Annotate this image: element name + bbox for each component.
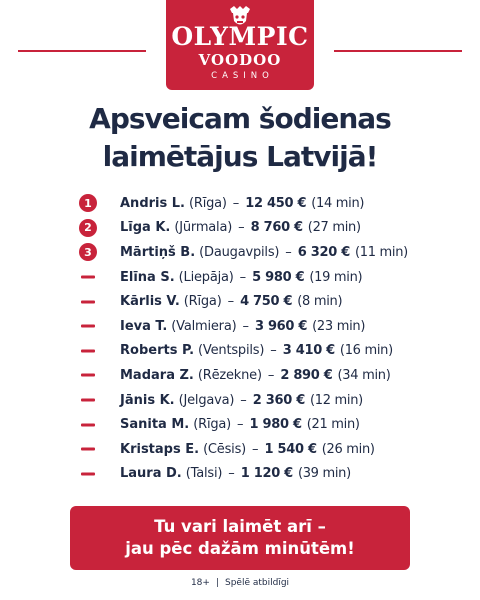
dash-icon [81, 349, 95, 352]
winner-separator: – [270, 343, 277, 359]
rank-marker [79, 219, 97, 237]
brand-logo[interactable] [166, 0, 314, 90]
list-item [78, 412, 458, 437]
winner-text [120, 220, 361, 235]
winner-time: (8 min) [297, 294, 343, 310]
winner-name: Mārtiņš B. [120, 244, 196, 260]
winner-city: (Rīga) [183, 294, 222, 310]
brand-name-olympic: OLYMPIC [171, 22, 309, 51]
winner-separator: – [252, 441, 259, 457]
page-title-line2: laimētājus Latvijā! [102, 140, 378, 173]
list-item [78, 462, 458, 487]
winner-text [120, 442, 375, 457]
winner-separator: – [242, 318, 249, 334]
winner-city: (Jelgava) [178, 392, 235, 408]
winner-city: (Ventspils) [198, 343, 265, 359]
winner-amount: 8 760 € [250, 220, 303, 236]
winner-separator: – [239, 269, 247, 285]
brand-name-casino: CASINO [211, 71, 274, 81]
dash-icon [81, 325, 95, 328]
list-item [78, 216, 458, 241]
footer [0, 578, 480, 588]
winner-amount: 1 980 € [249, 417, 302, 433]
winner-time: (23 min) [312, 318, 366, 334]
winner-time: (21 min) [306, 417, 360, 433]
winner-amount: 3 960 € [254, 318, 308, 334]
winner-time: (11 min) [354, 244, 408, 260]
winner-name: Ieva T. [120, 318, 168, 334]
page-title [20, 100, 460, 176]
winner-amount: 2 890 € [280, 367, 333, 383]
list-item [78, 363, 458, 388]
responsible-gaming-link[interactable]: Spēlē atbildīgi [225, 578, 290, 588]
winner-text [120, 270, 362, 285]
winner-amount: 12 450 € [245, 195, 307, 211]
winner-text [120, 319, 365, 334]
rank-marker [81, 349, 95, 352]
rank-marker [81, 448, 95, 451]
dash-icon [81, 399, 95, 402]
page-title-line1: Apsveicam šodienas [89, 102, 391, 135]
winner-name: Elīna S. [120, 269, 175, 285]
winner-time: (34 min) [337, 367, 391, 383]
winner-text [120, 393, 363, 408]
rank-badge: 1 [79, 194, 97, 212]
age-limit-label: 18+ [190, 578, 210, 588]
winner-text [120, 466, 351, 481]
winner-time: (16 min) [339, 343, 393, 359]
winner-separator: – [232, 195, 240, 211]
winner-name: Sanita M. [120, 417, 190, 433]
rank-marker [81, 472, 95, 475]
list-item [78, 289, 458, 314]
winner-name: Andris L. [120, 195, 185, 211]
brand-name-voodoo: VOODOO [198, 51, 282, 69]
winner-city: (Valmiera) [171, 318, 237, 334]
winner-separator: – [237, 417, 244, 433]
rank-marker [79, 243, 97, 261]
cta-button[interactable] [70, 506, 410, 570]
dash-icon [81, 423, 95, 426]
winner-name: Līga K. [120, 220, 171, 236]
decorative-line-left [18, 50, 146, 52]
rank-marker [81, 300, 95, 303]
rank-marker [79, 194, 97, 212]
winner-city: (Cēsis) [203, 441, 247, 457]
winner-separator: – [228, 466, 235, 482]
rank-marker [81, 423, 95, 426]
list-item [78, 437, 458, 462]
winners-list [78, 191, 458, 486]
decorative-line-right [334, 50, 462, 52]
winner-city: (Daugavpils) [199, 244, 280, 260]
cta-line1: Tu vari laimēt arī – [154, 517, 326, 536]
winner-amount: 1 540 € [264, 441, 317, 457]
winner-city: (Rīga) [188, 195, 227, 211]
winner-name: Madara Z. [120, 367, 194, 383]
dash-icon [81, 300, 95, 303]
winner-text [120, 294, 342, 309]
list-item [78, 191, 458, 216]
winner-amount: 3 410 € [282, 343, 335, 359]
winner-amount: 5 980 € [252, 269, 305, 285]
winner-separator: – [267, 367, 275, 383]
winner-city: (Rīga) [193, 417, 232, 433]
winner-text [120, 196, 364, 211]
winner-city: (Talsi) [185, 466, 223, 482]
winner-time: (26 min) [321, 441, 375, 457]
winner-city: (Rēzekne) [197, 367, 262, 383]
list-item [78, 388, 458, 413]
winner-name: Kārlis V. [120, 294, 180, 310]
winner-separator: – [238, 220, 245, 236]
rank-badge: 2 [79, 219, 97, 237]
list-item [78, 339, 458, 364]
winner-separator: – [285, 244, 292, 260]
dash-icon [81, 276, 95, 279]
winner-text [120, 343, 393, 358]
winner-text [120, 417, 360, 432]
winner-separator: – [240, 392, 247, 408]
winner-amount: 1 120 € [240, 466, 293, 482]
cta-line2: jau pēc dažām minūtēm! [125, 539, 355, 558]
winner-time: (14 min) [311, 195, 365, 211]
footer-divider: | [215, 578, 219, 588]
rank-marker [81, 374, 95, 377]
winner-amount: 6 320 € [297, 244, 350, 260]
list-item [78, 240, 458, 265]
winner-city: (Jūrmala) [174, 220, 233, 236]
rank-marker [81, 399, 95, 402]
winner-time: (19 min) [309, 269, 363, 285]
rank-badge: 3 [79, 243, 97, 261]
winner-amount: 4 750 € [240, 294, 293, 310]
dash-icon [81, 448, 95, 451]
list-item [78, 265, 458, 290]
winner-time: (27 min) [307, 220, 361, 236]
list-item [78, 314, 458, 339]
winner-text [120, 368, 390, 383]
winner-separator: – [227, 294, 235, 310]
winner-name: Roberts P. [120, 343, 195, 359]
winner-time: (12 min) [309, 392, 363, 408]
winner-name: Jānis K. [120, 392, 175, 408]
rank-marker [81, 276, 95, 279]
winner-text [120, 245, 408, 260]
winner-amount: 2 360 € [252, 392, 305, 408]
dash-icon [81, 472, 95, 475]
winner-name: Kristaps E. [120, 441, 200, 457]
winner-time: (39 min) [297, 466, 351, 482]
winner-city: (Liepāja) [178, 269, 234, 285]
winner-name: Laura D. [120, 466, 182, 482]
rank-marker [81, 325, 95, 328]
dash-icon [81, 374, 95, 377]
